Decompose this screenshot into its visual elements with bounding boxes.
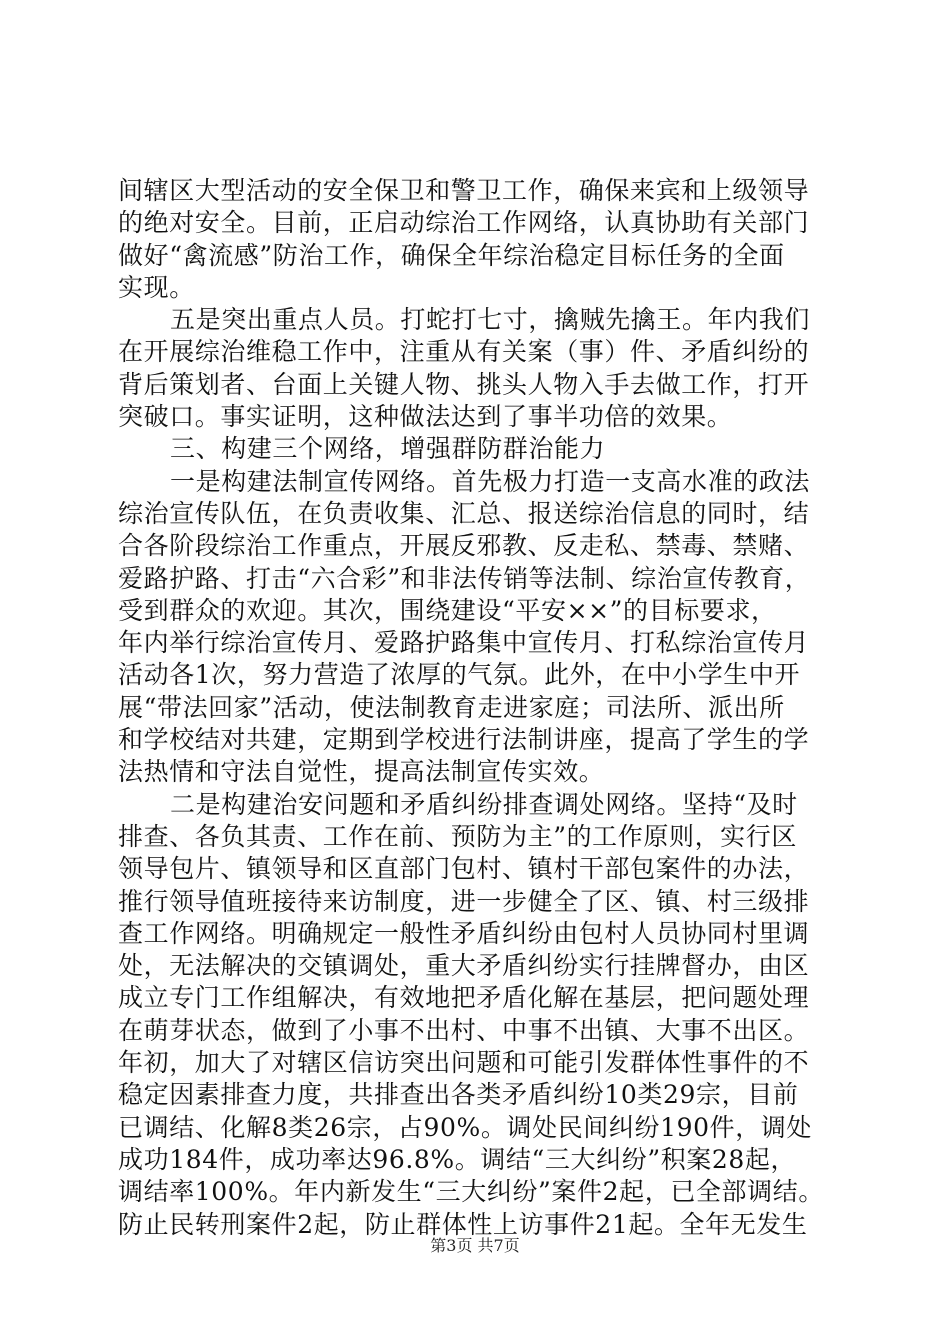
text-line: 处，无法解决的交镇调处，重大矛盾纠纷实行挂牌督办，由区 <box>118 951 810 981</box>
text-line: 在开展综治维稳工作中，注重从有关案（事）件、矛盾纠纷的 <box>118 337 810 367</box>
text-line: 年内举行综治宣传月、爱路护路集中宣传月、打私综治宣传月 <box>118 628 810 658</box>
text-line: 推行领导值班接待来访制度，进一步健全了区、镇、村三级排 <box>118 886 810 916</box>
paragraph-start-line: 五是突出重点人员。打蛇打七寸，擒贼先擒王。年内我们 <box>170 305 811 335</box>
text-line: 成功184件，成功率达96.8%。调结“三大纠纷”积案28起， <box>118 1144 797 1174</box>
text-line: 综治宣传队伍，在负责收集、汇总、报送综治信息的同时，结 <box>118 498 810 528</box>
document-body <box>118 175 838 1241</box>
text-line: 稳定因素排查力度，共排查出各类矛盾纠纷10类29宗，目前 <box>118 1080 799 1110</box>
text-line: 受到群众的欢迎。其次，围绕建设“平安××”的目标要求， <box>118 595 777 625</box>
text-line: 排查、各负其责、工作在前、预防为主”的工作原则，实行区 <box>118 821 797 851</box>
paragraph-start-line: 二是构建治安问题和矛盾纠纷排查调处网络。坚持“及时 <box>170 789 798 819</box>
text-line: 间辖区大型活动的安全保卫和警卫工作，确保来宾和上级领导 <box>118 176 810 205</box>
text-line: 背后策划者、台面上关键人物、挑头人物入手去做工作，打开 <box>118 369 810 399</box>
text-line: 领导包片、镇领导和区直部门包村、镇村干部包案件的办法， <box>118 854 810 884</box>
text-line: 防止民转刑案件2起，防止群体性上访事件21起。全年无发生 <box>118 1209 808 1239</box>
text-line: 在萌芽状态，做到了小事不出村、中事不出镇、大事不出区。 <box>118 1015 810 1045</box>
text-line: 已调结、化解8类26宗，占90%。调处民间纠纷190件，调处 <box>118 1112 813 1142</box>
page-footer: 第3页 共7页 <box>430 1236 520 1255</box>
text-line: 做好“禽流感”防治工作，确保全年综治稳定目标任务的全面 <box>118 240 785 270</box>
text-line: 查工作网络。明确规定一般性矛盾纠纷由包村人员协同村里调 <box>118 918 810 948</box>
text-line: 和学校结对共建，定期到学校进行法制讲座，提高了学生的学 <box>118 725 810 755</box>
text-line: 突破口。事实证明，这种做法达到了事半功倍的效果。 <box>118 402 733 432</box>
text-line: 调结率100%。年内新发生“三大纠纷”案件2起，已全部调结。 <box>118 1177 824 1207</box>
text-line: 爱路护路、打击“六合彩”和非法传销等法制、综治宣传教育， <box>118 563 811 593</box>
text-line: 活动各1次，努力营造了浓厚的气氛。此外，在中小学生中开 <box>118 660 801 690</box>
section-heading: 三、构建三个网络，增强群防群治能力 <box>170 434 606 464</box>
text-line: 实现。 <box>118 272 195 302</box>
text-line: 展“带法回家”活动，使法制教育走进家庭；司法所、派出所 <box>118 692 785 722</box>
text-line: 的绝对安全。目前，正启动综治工作网络，认真协助有关部门 <box>118 208 810 238</box>
text-line: 年初，加大了对辖区信访突出问题和可能引发群体性事件的不 <box>118 1048 810 1078</box>
paragraph-start-line: 一是构建法制宣传网络。首先极力打造一支高水准的政法 <box>170 466 811 496</box>
text-line: 合各阶段综治工作重点，开展反邪教、反走私、禁毒、禁赌、 <box>118 531 810 561</box>
text-line: 成立专门工作组解决，有效地把矛盾化解在基层，把问题处理 <box>118 983 810 1013</box>
text-line: 法热情和守法自觉性，提高法制宣传实效。 <box>118 757 605 787</box>
